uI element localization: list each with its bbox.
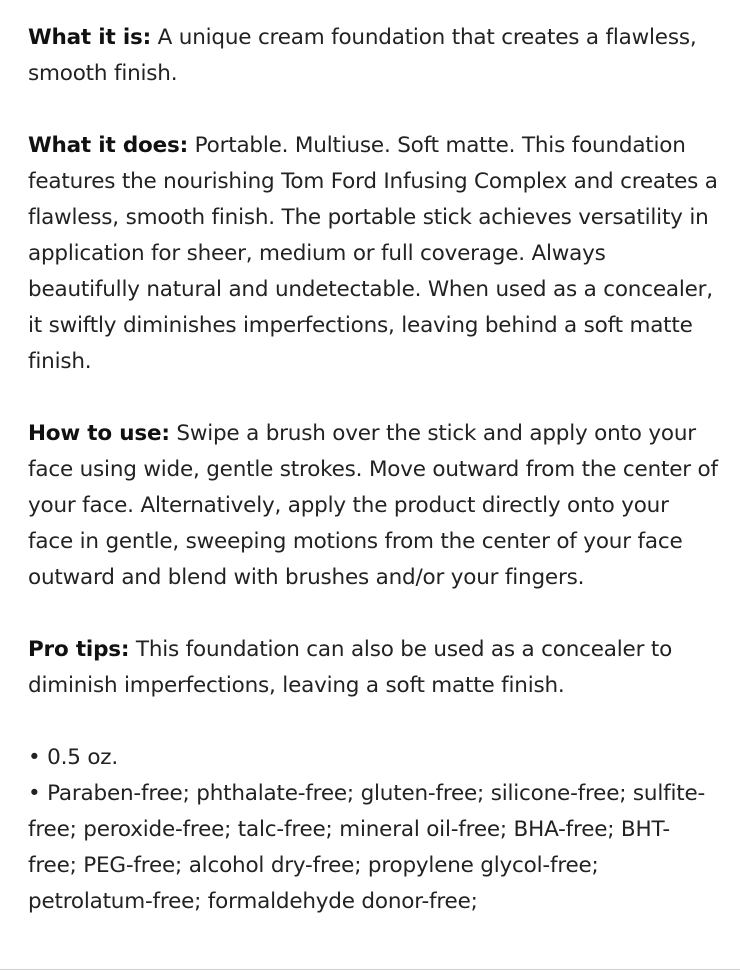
bullet-icon: • [28,781,48,806]
section-label [28,637,129,662]
section-pro-tips [28,632,718,704]
section-text: This foundation can also be used as a concealer to diminish imperfections, leaving a soft matte finish. [28,637,673,698]
section-label-text: How to use [28,421,162,446]
section-label-text: Pro tips [28,637,121,662]
label-colon: : [179,133,188,158]
section-text: A unique cream foundation that creates a flawless, smooth finish. [28,25,697,86]
list-item [28,740,718,776]
list-item [28,776,718,920]
section-label [28,133,188,158]
list-item-text: 0.5 oz. [47,745,119,770]
list-item-text: Paraben-free; phthalate-free; gluten-free; silicone-free; sulfite-free; peroxide-free; talc-free; mineral oil-free; BHA-free; BHT-free; PEG-free; alcohol dry-free; propylene glycol-free; petrolatum-free; formaldehyde donor-free; [28,781,706,914]
section-label-text: What it does [28,133,180,158]
details-bullet-list [28,740,718,920]
section-label [28,25,151,50]
bullet-icon: • [28,745,48,770]
label-colon: : [142,25,151,50]
label-colon: : [120,637,130,662]
label-colon: : [161,421,170,446]
section-what-it-is [28,20,718,92]
section-label [28,421,170,446]
section-text: Swipe a brush over the stick and apply onto your face using wide, gentle strokes. Move outward from the center of your face. Alternatively, apply the product directly onto your face in gentle, sweeping motions from the center of your face outward and blend with brushes and/or your fingers. [28,421,718,590]
product-description [28,20,718,920]
section-text: Portable. Multiuse. Soft matte. This foundation features the nourishing Tom Ford Infusing Complex and creates a flawless, smooth finish. The portable stick achieves versatility in application for sheer, medium or full coverage. Always beautifully natural and undetectable. When used as a concealer, it swiftly diminishes imperfections, leaving behind a soft matte finish. [28,133,718,374]
section-what-it-does [28,128,718,380]
section-how-to-use [28,416,718,596]
section-label-text: What it is [28,25,143,50]
